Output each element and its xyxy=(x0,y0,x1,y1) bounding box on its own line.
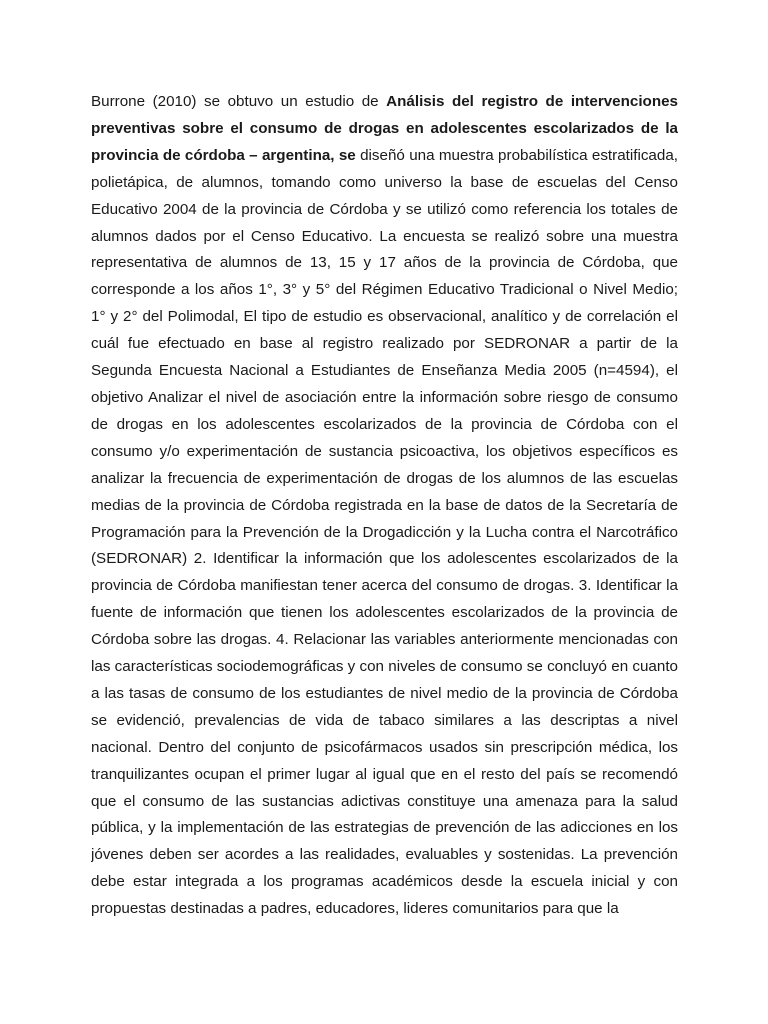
study-title-bold: Análisis del registro de intervenciones preventivas sobre el consumo de drogas en adolescentes escolarizados de la provincia de córdoba – argentina, se xyxy=(91,93,678,164)
body-text-block xyxy=(91,89,678,929)
body-paragraph xyxy=(91,89,678,923)
paragraph-body: diseñó una muestra probabilística estratificada, polietápica, de alumnos, tomando como universo la base de escuelas del Censo Educativo 2004 de la provincia de Córdoba y se utilizó como referencia los totales de alumnos dados por el Censo Educativo. La encuesta se realizó sobre una muestra representativa de alumnos de 13, 15 y 17 años de la provincia de Córdoba, que corresponde a los años 1°, 3° y 5° del Régimen Educativo Tradicional o Nivel Medio; 1° y 2° del Polimodal, El tipo de estudio es observacional, analítico y de correlación el cuál fue efectuado en base al registro realizado por SEDRONAR a partir de la Segunda Encuesta Nacional a Estudiantes de Enseñanza Media 2005 (n=4594), el objetivo Analizar el nivel de asociación entre la información sobre riesgo de consumo de drogas en los adolescentes escolarizados de la provincia de Córdoba con el consumo y/o experimentación de sustancia psicoactiva, los objetivos específicos es analizar la frecuencia de experimentación de drogas de los alumnos de las escuelas medias de la provincia de Córdoba registrada en la base de datos de la Secretaría de Programación para la Prevención de la Drogadicción y la Lucha contra el Narcotráfico (SEDRONAR) 2. Identificar la información que los adolescentes escolarizados de la provincia de Córdoba manifiestan tener acerca del consumo de drogas. 3. Identificar la fuente de información que tienen los adolescentes escolarizados de la provincia de Córdoba sobre las drogas. 4. Relacionar las variables anteriormente mencionadas con las características sociodemográficas y con niveles de consumo se concluyó en cuanto a las tasas de consumo de los estudiantes de nivel medio de la provincia de Córdoba se evidenció, prevalencias de vida de tabaco similares a las descriptas a nivel nacional. Dentro del conjunto de psicofármacos usados sin prescripción médica, los tranquilizantes ocupan el primer lugar al igual que en el resto del país se recomendó que el consumo de las sustancias adictivas constituye una amenaza para la salud pública, y la implementación de las estrategias de prevención de las adicciones en los jóvenes deben ser acordes a las realidades, evaluables y sostenidas. La prevención debe estar integrada a los programas académicos desde la escuela inicial y con propuestas destinadas a padres, educadores, lideres comunitarios para que la xyxy=(91,146,678,918)
paragraph-intro: Burrone (2010) se obtuvo un estudio de xyxy=(91,93,387,110)
